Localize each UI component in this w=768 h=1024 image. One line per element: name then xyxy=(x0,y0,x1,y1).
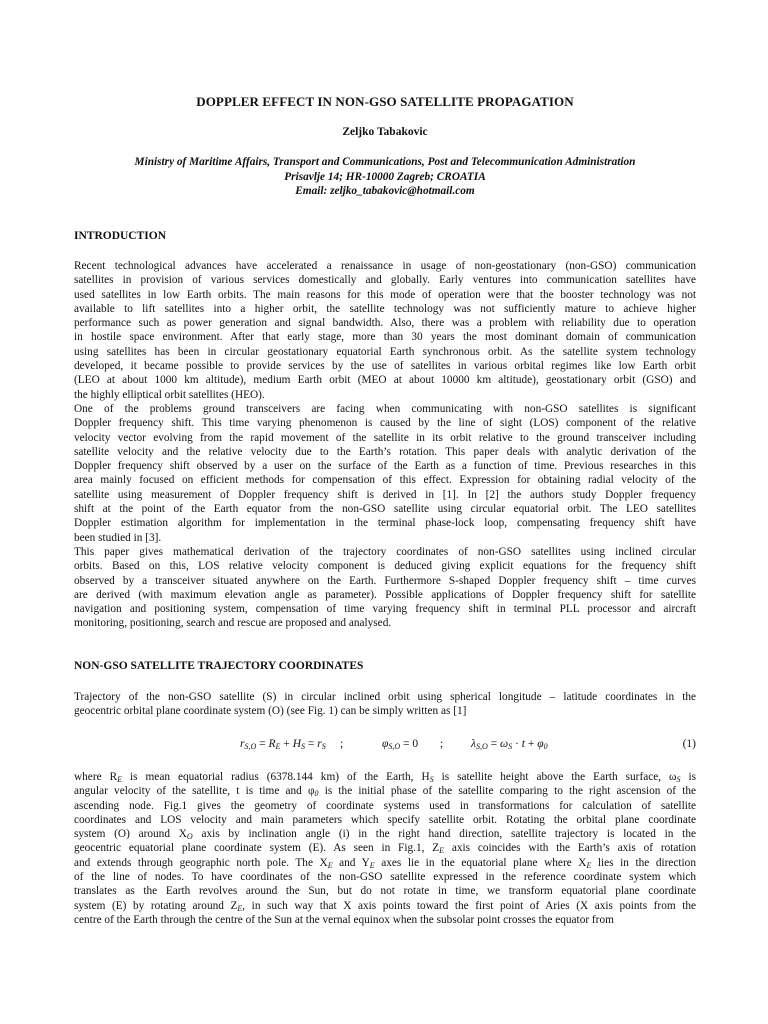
text-line: observed by a transceiver situated anywhere on the Earth. Furthermore S-shaped Doppler frequency shift – time curves xyxy=(74,574,696,587)
text-line: geocentric orbital plane coordinate system (O) (see Fig. 1) can be simply written as [1] xyxy=(74,705,467,718)
text-line: orbits. Based on this, LOS relative velocity component is deduced giving explicit equations for the frequency shift xyxy=(74,560,696,573)
text-line: ascending node. Fig.1 gives the geometry of coordinate systems used in transformations for calculation of satellite xyxy=(74,799,696,812)
equation-separator: ; xyxy=(340,738,344,750)
text-line: area mainly focused on efficient methods for compensation of this effect. Expression for obtaining radial velocity of the xyxy=(74,474,696,487)
email-line: Email: zeljko_tabakovic@hotmail.com xyxy=(295,185,475,197)
paper-title: DOPPLER EFFECT IN NON-GSO SATELLITE PROPAGATION xyxy=(196,94,574,109)
text-line: Doppler frequency shift. This time varying phenomenon is caused by the line of sight (LOS) component of the relative xyxy=(74,417,696,430)
text-line: satellites in provision of various services domestically and globally. Early ventures into communication satellites have xyxy=(74,274,696,287)
address-line: Prisavlje 14; HR-10000 Zagreb; CROATIA xyxy=(284,170,486,183)
text-line: available to lift satellites into a higher orbit, the satellite technology was not sufficiently mature to achieve higher xyxy=(74,302,696,315)
text-line: coordinates and LOS velocity and main parameters which specify satellite orbit. Rotating the orbital plane coordinate xyxy=(74,813,696,826)
text-line: and extends through geographic north pole. The $X_E$ and $Y_E$ axes lie in the equatorial plane where $X_E$ lies in the direction xyxy=(74,856,696,870)
text-line: navigation and positioning system, compensation of time varying frequency shift in terminal PLL processor and aircraft xyxy=(74,603,696,616)
text-line: the highly elliptical orbit satellites (HEO). xyxy=(74,388,265,401)
text-line: translates as the Earth revolves around the Sun, but do not rotate in time, we transform equatorial plane coordinate xyxy=(74,885,696,898)
intro-paragraph-3 xyxy=(74,545,696,631)
text-line: used satellites in low Earth orbits. The main reasons for this mode of operation were that the booster technology was not xyxy=(74,288,696,301)
text-line: of the line of nodes. To have coordinates of the non-GSO satellite expressed in the reference coordinate system which xyxy=(74,871,696,884)
equation-separator: ; xyxy=(440,738,444,750)
text-line: developed, it became possible to provide services by the use of satellites in various orbital regimes like low Earth orbit xyxy=(74,360,696,373)
text-line: satellite using measurement of Doppler frequency shift is derived in [1]. In [2] the authors study Doppler frequency xyxy=(74,488,696,501)
text-line: geocentric equatorial plane coordinate system (E). As seen in Fig.1, $Z_E$ axis coincides with the Earth’s axis of rotation xyxy=(74,842,696,856)
text-line: velocity vector evolving from the rapid movement of the satellite in its orbit relative to the ground transceiver including xyxy=(74,431,696,444)
text-line: Doppler frequency shift observed by a user on the surface of the Earth as a function of time. Previous researches in this xyxy=(74,460,696,473)
text-line: performance such as power generation and signal bandwidth. Also, there was a problem with reliability due to operation xyxy=(74,317,696,330)
text-line: system (E) by rotating around $Z_E$, in such way that X axis points toward the first point of Aries (X axis points from the xyxy=(74,899,697,913)
trajectory-paragraph-1 xyxy=(74,690,696,719)
text-line: been studied in [3]. xyxy=(74,531,162,544)
trajectory-heading: NON-GSO SATELLITE TRAJECTORY COORDINATES xyxy=(74,660,364,672)
text-line: using satellites has been in circular geostationary equatorial Earth synchronous orbit. As the satellite system technology xyxy=(74,345,696,358)
intro-paragraph-1 xyxy=(74,259,696,402)
intro-paragraph-2 xyxy=(74,402,696,545)
text-line: Doppler estimation algorithm for implementation in the terminal phase-lock loop, compensating frequency shift have xyxy=(74,517,696,530)
equation-number: (1) xyxy=(682,738,696,750)
equation-latitude: $\varphi_{S,O} = 0$ xyxy=(382,738,419,751)
equation-1 xyxy=(74,738,696,754)
trajectory-paragraph-2 xyxy=(74,770,696,927)
author-name: Zeljko Tabakovic xyxy=(342,126,428,138)
text-line: This paper gives mathematical derivation of the trajectory coordinates of non-GSO satellites using inclined circular xyxy=(74,546,696,558)
text-line: system (O) around $X_O$ axis by inclination angle (i) in the right hand direction, satellite trajectory is located in the xyxy=(74,828,696,842)
text-line: satellite velocity and the relative velocity due to the Earth’s rotation. This paper deals with analytic derivation of the xyxy=(74,445,696,458)
text-line: angular velocity of the satellite, t is time and $\varphi_0$ is the initial phase of the satellite comparing to the right ascension of the xyxy=(74,785,696,799)
equation-longitude: $\lambda_{S,O} = \omega_S \cdot t + \varphi_0$ xyxy=(471,738,548,751)
text-line: One of the problems ground transceivers are facing when communicating with non-GSO satellites is significant xyxy=(74,403,696,415)
affiliation-line: Ministry of Maritime Affairs, Transport and Communications, Post and Telecommunication Administration xyxy=(134,156,636,168)
text-line: monitoring, positioning, search and rescue are proposed and analysed. xyxy=(74,617,392,630)
text-line: shift at the point of the Earth equator from the non-GSO satellite using circular equatorial orbit. The LEO satellites xyxy=(74,503,696,516)
equation-radius: $r_{S,O} = R_E + H_S = r_S$ xyxy=(240,738,326,751)
text-line: (LEO at about 1000 km altitude), medium Earth orbit (MEO at about 10000 km altitude), geostationary orbit (GSO) and xyxy=(74,374,696,387)
text-line: are derived (with maximum elevation angle as parameter). Possible applications of Doppler frequency shift for satellite xyxy=(74,588,696,601)
text-line: in hostile space environment. After that early stage, more than 30 years the most dominant domain of communication xyxy=(74,331,696,344)
text-line: Trajectory of the non-GSO satellite (S) in circular inclined orbit using spherical longitude – latitude coordinates in the xyxy=(74,691,696,703)
text-line: Recent technological advances have accelerated a renaissance in usage of non-geostationary (non-GSO) communication xyxy=(74,260,696,272)
affiliation-block xyxy=(74,155,696,199)
text-line: centre of the Earth through the centre of the Sun at the vernal equinox when the subsolar point crosses the equator from xyxy=(74,913,614,926)
introduction-heading: INTRODUCTION xyxy=(74,230,167,242)
text-line: where $R_E$ is mean equatorial radius (6378.144 km) of the Earth, $H_S$ is satellite height above the Earth surface, $\omega_S$ is xyxy=(74,771,697,784)
